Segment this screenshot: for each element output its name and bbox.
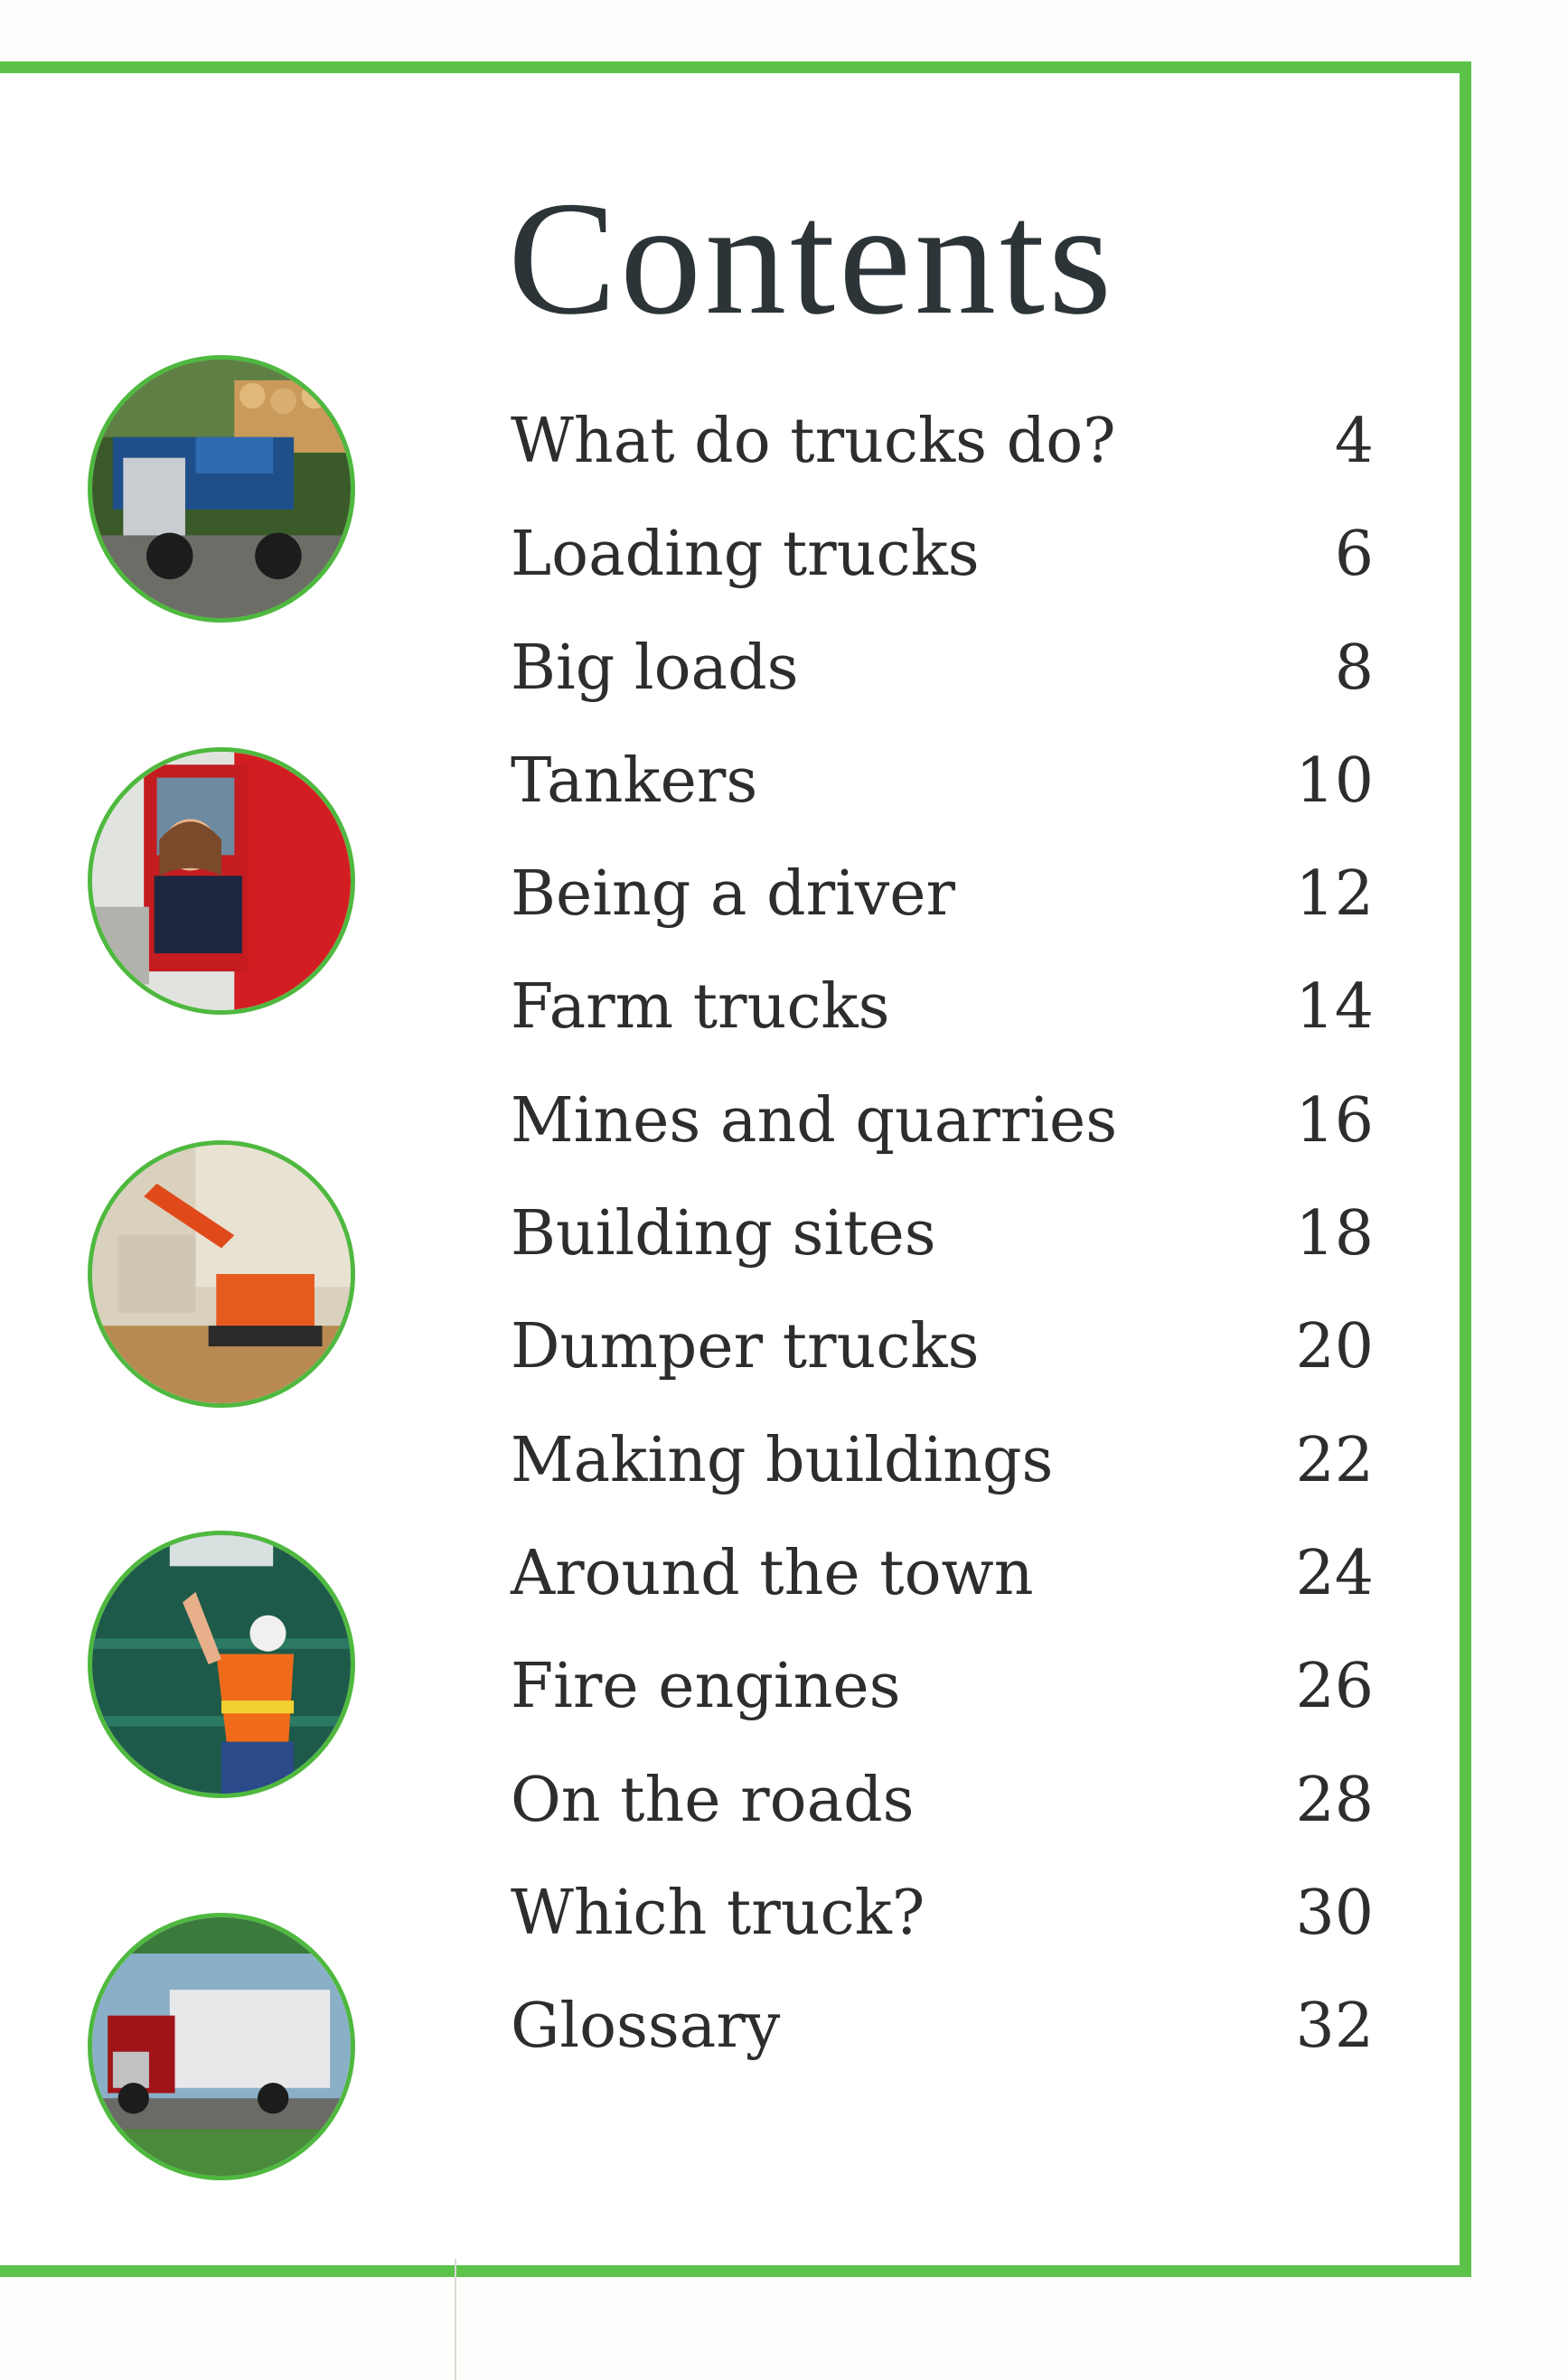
table-of-contents <box>511 406 1374 2109</box>
toc-entry[interactable] <box>511 1424 1374 1543</box>
toc-entry[interactable] <box>511 745 1374 864</box>
toc-entry-page-number: 14 <box>1295 971 1374 1044</box>
toc-entry-page-number: 22 <box>1295 1424 1374 1496</box>
toc-entry-page-number: 16 <box>1295 1084 1374 1157</box>
toc-entry[interactable] <box>511 1764 1374 1883</box>
toc-entry-title: Dumper trucks <box>511 1311 980 1383</box>
toc-entry-title: Loading trucks <box>511 519 980 591</box>
toc-entry-title: Making buildings <box>511 1424 1054 1496</box>
toc-entry-page-number: 4 <box>1334 406 1374 477</box>
photo-excavator <box>88 1140 355 1408</box>
toc-entry[interactable] <box>511 1084 1374 1204</box>
photo-truck-driver <box>88 747 355 1015</box>
toc-entry-page-number: 20 <box>1295 1311 1374 1383</box>
toc-entry[interactable] <box>511 1877 1374 1996</box>
page-title: Contents <box>508 168 1116 348</box>
toc-entry[interactable] <box>511 858 1374 977</box>
photo-highway-truck <box>88 1913 355 2180</box>
toc-entry-title: Building sites <box>511 1198 936 1270</box>
toc-entry-title: Fire engines <box>511 1651 901 1723</box>
toc-entry-title: Tankers <box>511 745 758 817</box>
toc-entry-page-number: 6 <box>1334 519 1374 591</box>
toc-entry-title: Glossary <box>511 1991 781 2063</box>
toc-entry-title: Mines and quarries <box>511 1084 1118 1157</box>
toc-entry-page-number: 32 <box>1295 1991 1374 2063</box>
photo-worker <box>88 1531 355 1798</box>
toc-entry-title: Around the town <box>511 1537 1034 1609</box>
toc-entry[interactable] <box>511 632 1374 751</box>
toc-entry-page-number: 28 <box>1295 1764 1374 1836</box>
toc-entry-title: Which truck? <box>511 1877 925 1949</box>
toc-entry-page-number: 12 <box>1295 858 1374 931</box>
toc-entry-page-number: 30 <box>1295 1877 1374 1949</box>
toc-entry-title: On the roads <box>511 1764 915 1836</box>
toc-entry-page-number: 18 <box>1295 1198 1374 1270</box>
toc-entry-page-number: 24 <box>1295 1537 1374 1609</box>
scan-crease-mark <box>455 2259 456 2380</box>
toc-entry[interactable] <box>511 406 1374 524</box>
photo-log-truck <box>88 355 355 623</box>
toc-entry-page-number: 10 <box>1295 745 1374 817</box>
toc-entry-page-number: 26 <box>1295 1651 1374 1723</box>
toc-entry[interactable] <box>511 1311 1374 1429</box>
toc-entry-title: What do trucks do? <box>511 406 1116 477</box>
toc-entry-page-number: 8 <box>1334 632 1374 704</box>
toc-entry-title: Farm trucks <box>511 971 890 1044</box>
toc-entry-title: Being a driver <box>511 858 956 931</box>
toc-entry[interactable] <box>511 1651 1374 1769</box>
toc-entry[interactable] <box>511 971 1374 1090</box>
toc-entry[interactable] <box>511 1537 1374 1656</box>
toc-entry[interactable] <box>511 519 1374 637</box>
toc-entry[interactable] <box>511 1198 1374 1316</box>
toc-entry-title: Big loads <box>511 632 799 704</box>
toc-entry[interactable] <box>511 1991 1374 2109</box>
